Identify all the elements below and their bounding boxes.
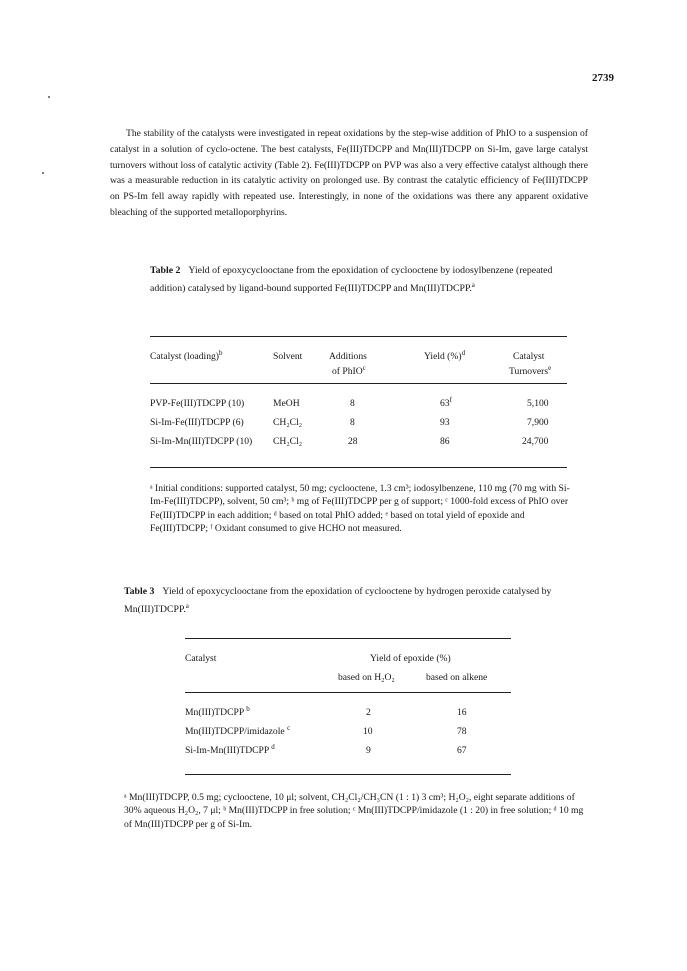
table3-row1-catalyst: Mn(III)TDCPP $^b$ (185, 705, 250, 718)
table2-header-rule (150, 383, 567, 384)
table3-header-catalyst: Catalyst (185, 653, 217, 664)
table2-caption-text: Yield of epoxycyclooctane from the epoxidation of cyclooctene by iodosylbenzene (repeated addition) catalysed by ligand-bound supported Fe(III)TDCPP and Mn(III)TDCPP. (150, 265, 553, 294)
table2-row1-yield: 63$^f$ (440, 396, 452, 409)
table2-caption-mark: a (471, 281, 475, 289)
page-number: 2739 (592, 72, 614, 84)
table3-footnote: ᵃ Mn(III)TDCPP, 0.5 mg; cyclooctene, 10 μl; solvent, CH₂Cl₂/CH₃CN (1 : 1) 3 cm³; H₂O₂, eight separate additions of 30% aqueous H₂O₂, 7 μl; ᵇ Mn(III)TDCPP in free solution; ᶜ Mn(III)TDCPP/imidazole (1 : 20) in free solution; ᵈ 10 mg of Mn(III)TDCPP per g of Si-Im. (124, 792, 584, 830)
table2-row2-additions: 8 (350, 417, 355, 428)
table2-header-catalyst: Catalyst (loading)$^b$ (150, 349, 223, 362)
table2-row2-solvent: CH₂Cl₂ (273, 417, 303, 428)
table3-top-rule (185, 638, 511, 639)
table3-header-rule (185, 692, 511, 693)
table3-row3-alkene: 67 (457, 745, 467, 756)
table3-row1-alkene: 16 (457, 707, 467, 718)
table2-top-rule (150, 336, 567, 337)
table3-row2-alkene: 78 (457, 726, 467, 737)
table2-row2-yield: 93 (440, 417, 450, 428)
table2-header-solvent: Solvent (273, 351, 303, 362)
table3-row2-catalyst: Mn(III)TDCPP/imidazole $^c$ (185, 724, 291, 737)
table2-header-yield: Yield (%)$^d$ (424, 349, 466, 362)
scan-speck (48, 96, 50, 98)
table2-row3-additions: 28 (348, 436, 358, 447)
table3-row2-h2o2: 10 (363, 726, 373, 737)
table3-header-based-h2o2: based on H₂O₂ (338, 672, 395, 683)
table3-header-yield-group: Yield of epoxide (%) (370, 653, 451, 664)
table2-header-turnovers-line2: Turnovers$^e$ (509, 364, 552, 377)
table3-caption-text: Yield of epoxycyclooctane from the epoxidation of cyclooctene by hydrogen peroxide catalysed by Mn(III)TDCPP. (124, 586, 552, 615)
table2-header-additions: Additions (329, 351, 367, 362)
table2-label: Table 2 (150, 265, 181, 276)
table2-row1-solvent: MeOH (273, 398, 300, 409)
table2-row3-turnovers: 24,700 (522, 436, 549, 447)
table3-row3-h2o2: 9 (366, 745, 371, 756)
table2-caption (150, 262, 580, 298)
table2-row1-turnovers: 5,100 (527, 398, 549, 409)
table2-row3-yield: 86 (440, 436, 450, 447)
table2-row3-catalyst: Si-Im-Mn(III)TDCPP (10) (150, 436, 253, 447)
scan-speck (42, 172, 44, 174)
table2-bottom-rule (150, 467, 567, 468)
intro-paragraph: The stability of the catalysts were investigated in repeat oxidations by the step-wise addition of PhIO to a suspension of catalyst in a solution of cyclo-octene. The best catalysts, Fe(III)TDCPP and Mn(III)TDCPP on Si-Im, gave large catalyst turnovers without loss of catalytic activity (Table 2). Fe(III)TDCPP on PVP was also a very effective catalyst although there was a measurable reduction in its catalytic activity on prolonged use. By contrast the catalytic efficiency of Fe(III)TDCPP on PS-Im fell away rapidly with repeated use. Interestingly, in none of the oxidations was there any apparent oxidative bleaching of the supported metalloporphyrins. (110, 128, 588, 218)
table2-row1-catalyst: PVP-Fe(III)TDCPP (10) (150, 398, 245, 409)
table2-row1-additions: 8 (350, 398, 355, 409)
table3-label: Table 3 (124, 586, 155, 597)
table2-footnote: ᵃ Initial conditions: supported catalyst, 50 mg; cyclooctene, 1.3 cm³; iodosylbenzene, 110 mg (70 mg with Si-Im-Fe(III)TDCPP), solvent, 50 cm³; ᵇ mg of Fe(III)TDCPP per g of support; ᶜ 1000-fold excess of PhIO over Fe(III)TDCPP in each addition; ᵈ based on total PhIO added; ᵉ based on total yield of epoxide and Fe(III)TDCPP; ᶠ Oxidant consumed to give HCHO not measured. (150, 483, 570, 535)
table2-row3-solvent: CH₂Cl₂ (273, 436, 303, 447)
table3-bottom-rule (185, 774, 511, 775)
table3-caption-mark: a (185, 602, 189, 610)
table3-row3-catalyst: Si-Im-Mn(III)TDCPP $^d$ (185, 743, 275, 756)
table3-row1-h2o2: 2 (366, 707, 371, 718)
table2-header-turnovers: Catalyst (513, 351, 545, 362)
table2-header-additions-line2: of PhIO$^c$ (332, 364, 366, 377)
table3-caption (124, 583, 579, 619)
table2-row2-catalyst: Si-Im-Fe(III)TDCPP (6) (150, 417, 244, 428)
table3-header-based-alkene: based on alkene (426, 672, 488, 683)
table2-row2-turnovers: 7,900 (527, 417, 549, 428)
